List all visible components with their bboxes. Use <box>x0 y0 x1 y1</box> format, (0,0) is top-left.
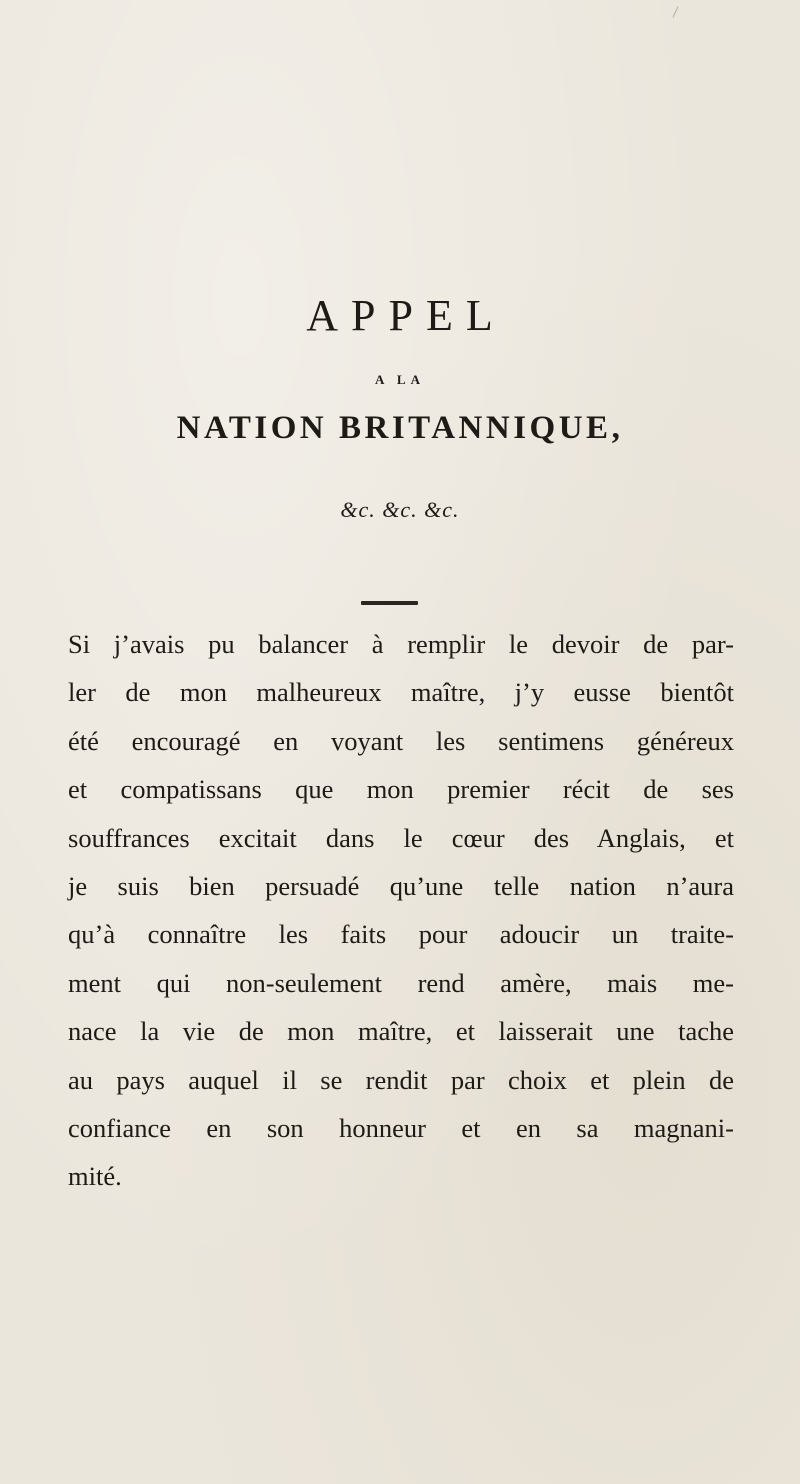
title-nation: NATION BRITANNIQUE, <box>176 410 624 446</box>
title-preposition: A LA <box>375 372 425 387</box>
text-line: mité. <box>68 1161 122 1192</box>
section-divider <box>361 601 418 605</box>
text-line: ment qui non-seulement rend amère, mais me- <box>68 967 734 998</box>
text-line: je suis bien persuadé qu’une telle nation n’aura <box>68 871 734 902</box>
body-paragraph <box>68 620 734 1201</box>
text-line: ler de mon malheureux maître, j’y eusse bientôt <box>68 677 734 708</box>
page-title: APPEL <box>306 291 506 340</box>
text-line: au pays auquel il se rendit par choix et plein de <box>68 1064 734 1095</box>
text-line: Si j’avais pu balancer à remplir le devoir de par- <box>68 629 734 659</box>
text-line: souffrances excitait dans le cœur des Anglais, et <box>68 822 734 853</box>
text-line: nace la vie de mon maître, et laisserait une tache <box>68 1016 734 1047</box>
text-line: confiance en son honneur et en sa magnani- <box>68 1113 734 1144</box>
text-line: été encouragé en voyant les sentimens généreux <box>68 725 734 756</box>
title-etc: &c. &c. &c. <box>340 497 460 522</box>
text-line: et compatissans que mon premier récit de ses <box>68 774 734 805</box>
stray-ink-mark <box>673 6 679 17</box>
text-line: qu’à connaître les faits pour adoucir un traite- <box>68 919 734 950</box>
